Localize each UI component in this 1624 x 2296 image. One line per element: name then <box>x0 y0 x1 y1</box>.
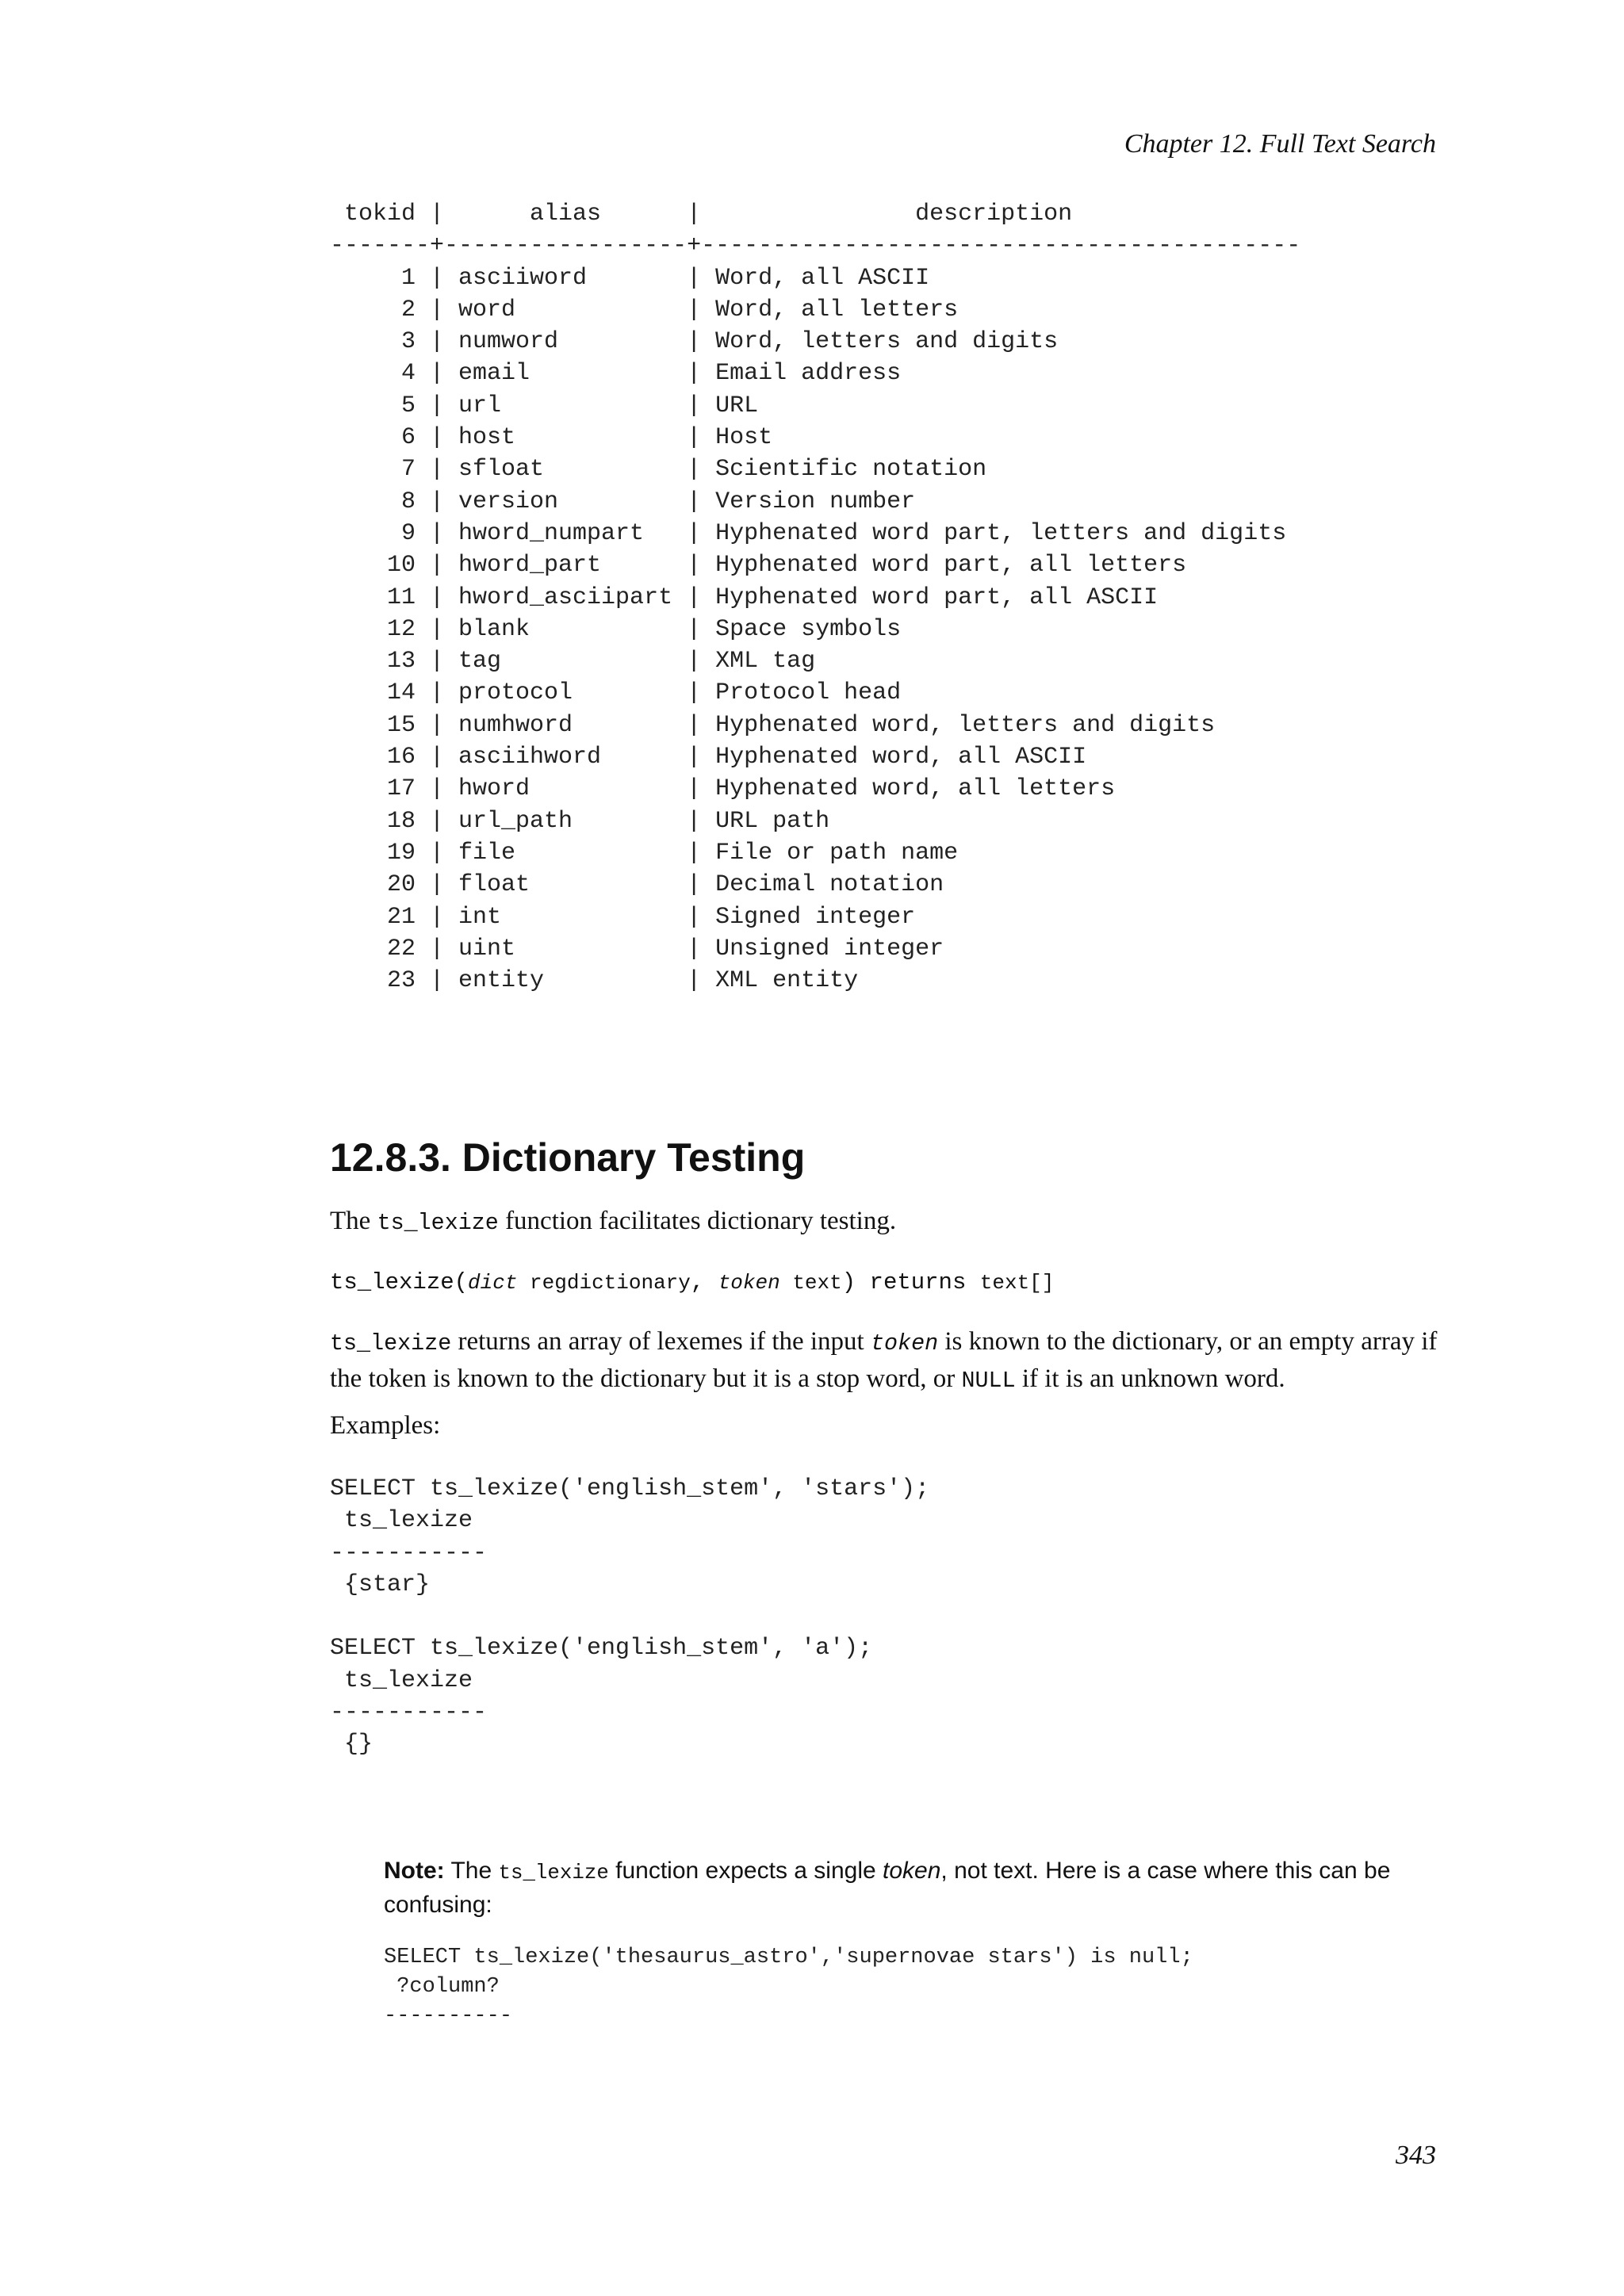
synopsis-arg1-name: dict <box>468 1271 518 1295</box>
page-number: 343 <box>1396 2141 1436 2170</box>
note-emphasis: token <box>883 1858 941 1884</box>
synopsis-arg2-type: text <box>779 1271 842 1295</box>
inline-code-parameter: token <box>870 1330 939 1357</box>
inline-code-function: ts_lexize <box>498 1862 609 1885</box>
intro-text-before: The <box>330 1207 377 1235</box>
token-type-table: tokid | alias | description -------+-----------------+------------------------------------------ 1 | asciiword | Word, all ASCII 2 | word | Word, all letters 3 | numword | Word, letters and digits 4 | email | Email address 5 | url | URL 6 | host | Host 7 | sfloat | Scientific notation 8 | version | Version number 9 | hword_numpart | Hyphenated word part, letters and digits 10 | hword_part | Hyphenated word part, all letters 11 | hword_asciipart | Hyphenated word part, all ASCII 12 | blank | Space symbols 13 | tag | XML tag 14 | protocol | Protocol head 15 | numhword | Hyphenated word, letters and digits 16 | asciihword | Hyphenated word, all ASCII 17 | hword | Hyphenated word, all letters 18 | url_path | URL path 19 | file | File or path name 20 | float | Decimal notation 21 | int | Signed integer 22 | uint | Unsigned integer 23 | entity | XML entity <box>330 201 1301 995</box>
inline-code-function: ts_lexize <box>377 1210 499 1236</box>
synopsis-arg2-name: token <box>718 1271 780 1295</box>
running-header: Chapter 12. Full Text Search <box>1124 129 1436 159</box>
description-text-3: if it is an unknown word. <box>1015 1364 1285 1393</box>
description-text-1: returns an array of lexemes if the input <box>451 1327 871 1356</box>
intro-text-after: function facilitates dictionary testing. <box>498 1207 897 1235</box>
synopsis-returns: ) returns <box>841 1269 980 1295</box>
inline-code-function: ts_lexize <box>330 1330 452 1357</box>
section-heading: 12.8.3. Dictionary Testing <box>330 1135 806 1180</box>
note-box <box>384 1855 1440 2031</box>
synopsis-return-type: text[] <box>979 1271 1055 1295</box>
examples-code-block: SELECT ts_lexize('english_stem', 'stars'); ts_lexize ----------- {star} SELECT ts_lexize('english_stem', 'a'); ts_lexize ----------- {} <box>330 1475 930 1758</box>
examples-label: Examples: <box>330 1411 441 1440</box>
note-code-block: SELECT ts_lexize('thesaurus_astro','supernovae stars') is null; ?column? ---------- <box>384 1946 1193 2028</box>
description-text-2: is known to the dictionary, or an empty array if the token is known to the dictionary but it is a stop word, or <box>330 1327 1438 1393</box>
intro-paragraph <box>330 1203 1440 1241</box>
note-text-1: The <box>444 1858 499 1884</box>
description-paragraph <box>330 1324 1440 1399</box>
inline-code-null: NULL <box>961 1368 1016 1394</box>
note-label: Note: <box>384 1858 445 1884</box>
synopsis-function: ts_lexize( <box>330 1269 469 1295</box>
synopsis-separator: , <box>690 1269 718 1295</box>
note-text-3: , not text. Here is a case where this can be confusing: <box>384 1858 1391 1918</box>
synopsis-arg1-type: regdictionary <box>517 1271 691 1295</box>
note-paragraph <box>384 1855 1440 1921</box>
function-synopsis <box>330 1267 1054 1299</box>
note-text-2: function expects a single <box>608 1858 883 1884</box>
